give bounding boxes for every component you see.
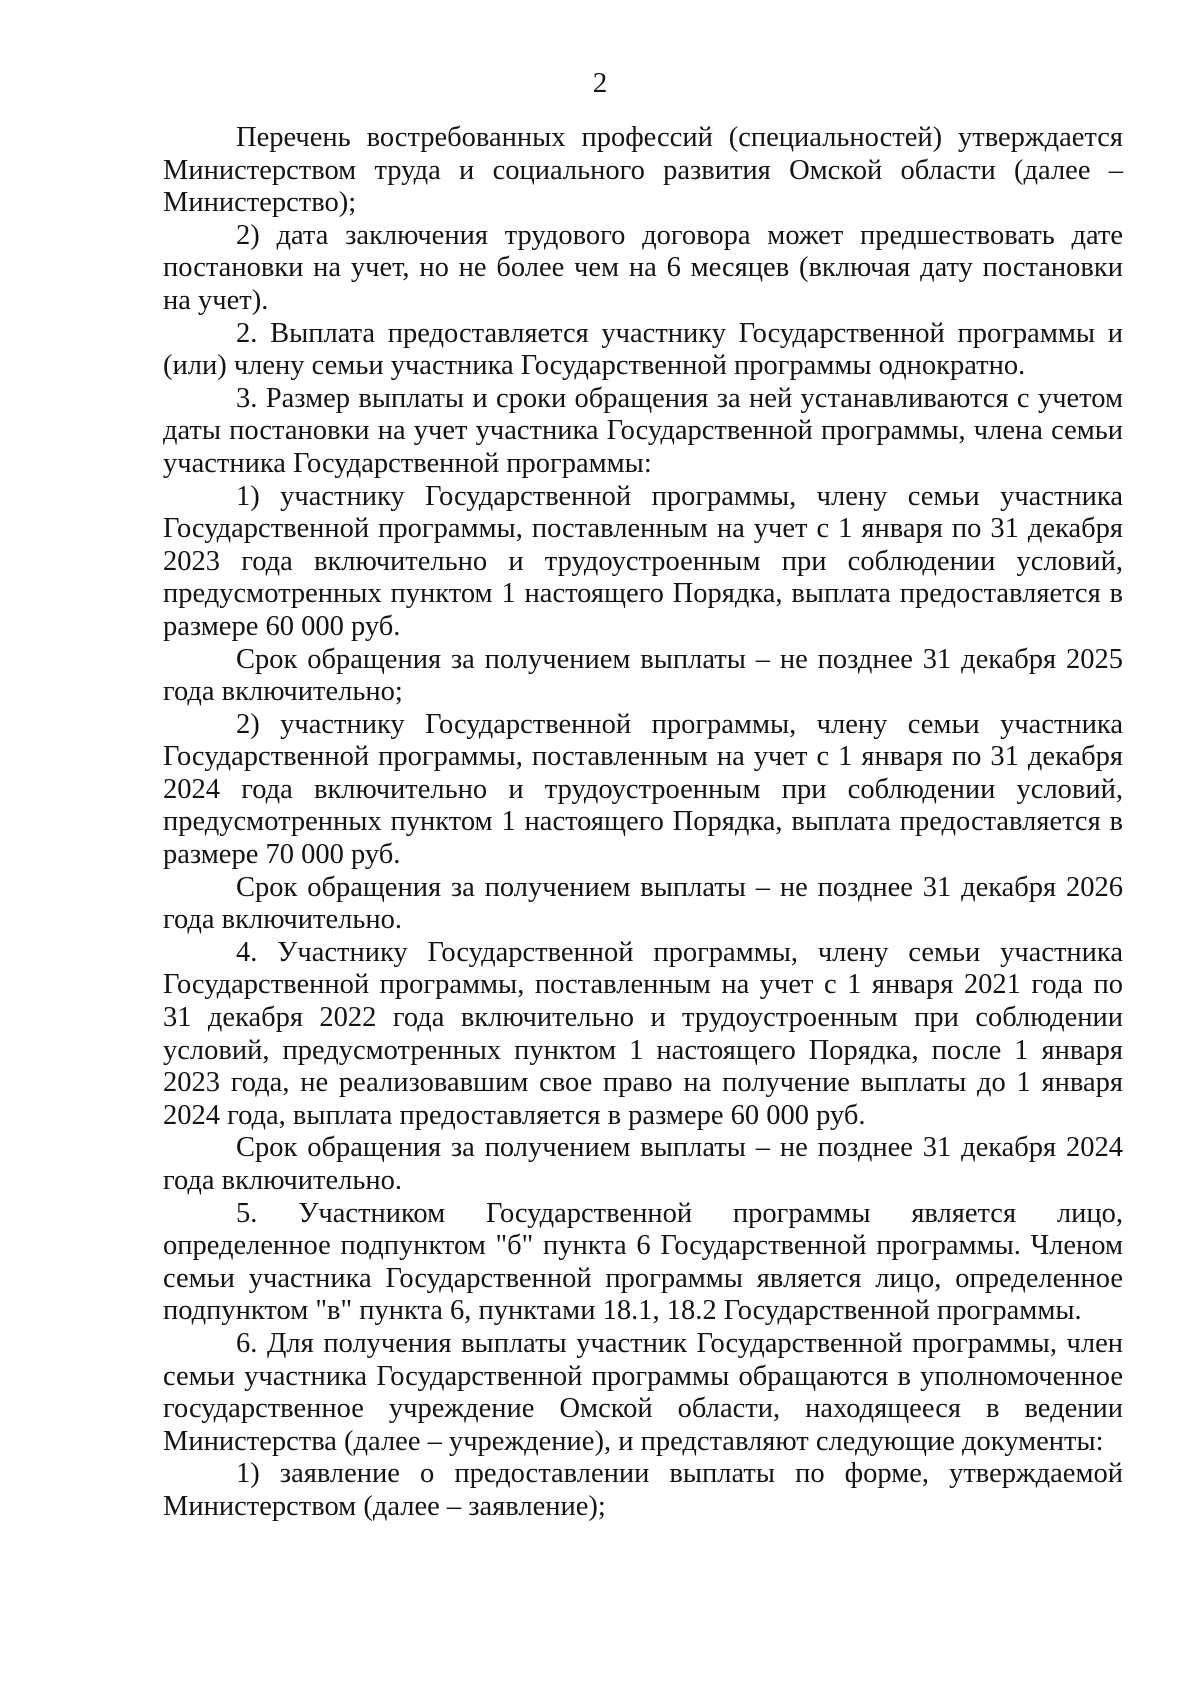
paragraph: 5. Участником Государственной программы является лицо, определенное подпунктом "б" пункта 6 Государственной программы. Членом семьи участника Государственной программы является лицо, определенное подпунктом "в" пункта 6, пунктами 18.1, 18.2 Государственной программы. (163, 1197, 1123, 1327)
page-number: 2 (592, 67, 608, 99)
paragraph: 1) заявление о предоставлении выплаты по форме, утверждаемой Министерством (далее – заявление); (163, 1458, 1123, 1522)
paragraph: 4. Участнику Государственной программы, члену семьи участника Государственной программы, поставленным на учет с 1 января 2021 года по 31 декабря 2022 года включительно и трудоустроенным при соблюдении условий, предусмотренных пунктом 1 настоящего Порядка, после 1 января 2023 года, не реализовавшим свое право на получение выплаты до 1 января 2024 года, выплата предоставляется в размере 60 000 руб. (163, 936, 1123, 1131)
paragraph: 2) участнику Государственной программы, члену семьи участника Государственной программы, поставленным на учет с 1 января по 31 декабря 2024 года включительно и трудоустроенным при соблюдении условий, предусмотренных пунктом 1 настоящего Порядка, выплата предоставляется в размере 70 000 руб. (163, 708, 1123, 871)
paragraph: 1) участнику Государственной программы, члену семьи участника Государственной программы, поставленным на учет с 1 января по 31 декабря 2023 года включительно и трудоустроенным при соблюдении условий, предусмотренных пунктом 1 настоящего Порядка, выплата предоставляется в размере 60 000 руб. (163, 480, 1123, 642)
paragraph: 6. Для получения выплаты участник Государственной программы, член семьи участника Государственной программы обращаются в уполномоченное государственное учреждение Омской области, находящееся в ведении Министерства (далее – учреждение), и представляют следующие документы: (163, 1327, 1123, 1457)
paragraph: 3. Размер выплаты и сроки обращения за ней устанавливаются с учетом даты постановки на учет участника Государственной программы, члена семьи участника Государственной программы: (163, 382, 1123, 479)
paragraph: Срок обращения за получением выплаты – не позднее 31 декабря 2026 года включительно. (163, 871, 1123, 936)
paragraph: Перечень востребованных профессий (специальностей) утверждается Министерством труда и социального развития Омской области (далее – Министерство); (163, 122, 1123, 219)
paragraph: Срок обращения за получением выплаты – не позднее 31 декабря 2024 года включительно. (163, 1132, 1123, 1196)
paragraph: Срок обращения за получением выплаты – не позднее 31 декабря 2025 года включительно; (163, 643, 1123, 708)
paragraph: 2. Выплата предоставляется участнику Государственной программы и (или) члену семьи участника Государственной программы однократно. (163, 317, 1123, 382)
document-body (163, 122, 1123, 1524)
paragraph: 2) дата заключения трудового договора может предшествовать дате постановки на учет, но не более чем на 6 месяцев (включая дату постановки на учет). (163, 219, 1123, 316)
